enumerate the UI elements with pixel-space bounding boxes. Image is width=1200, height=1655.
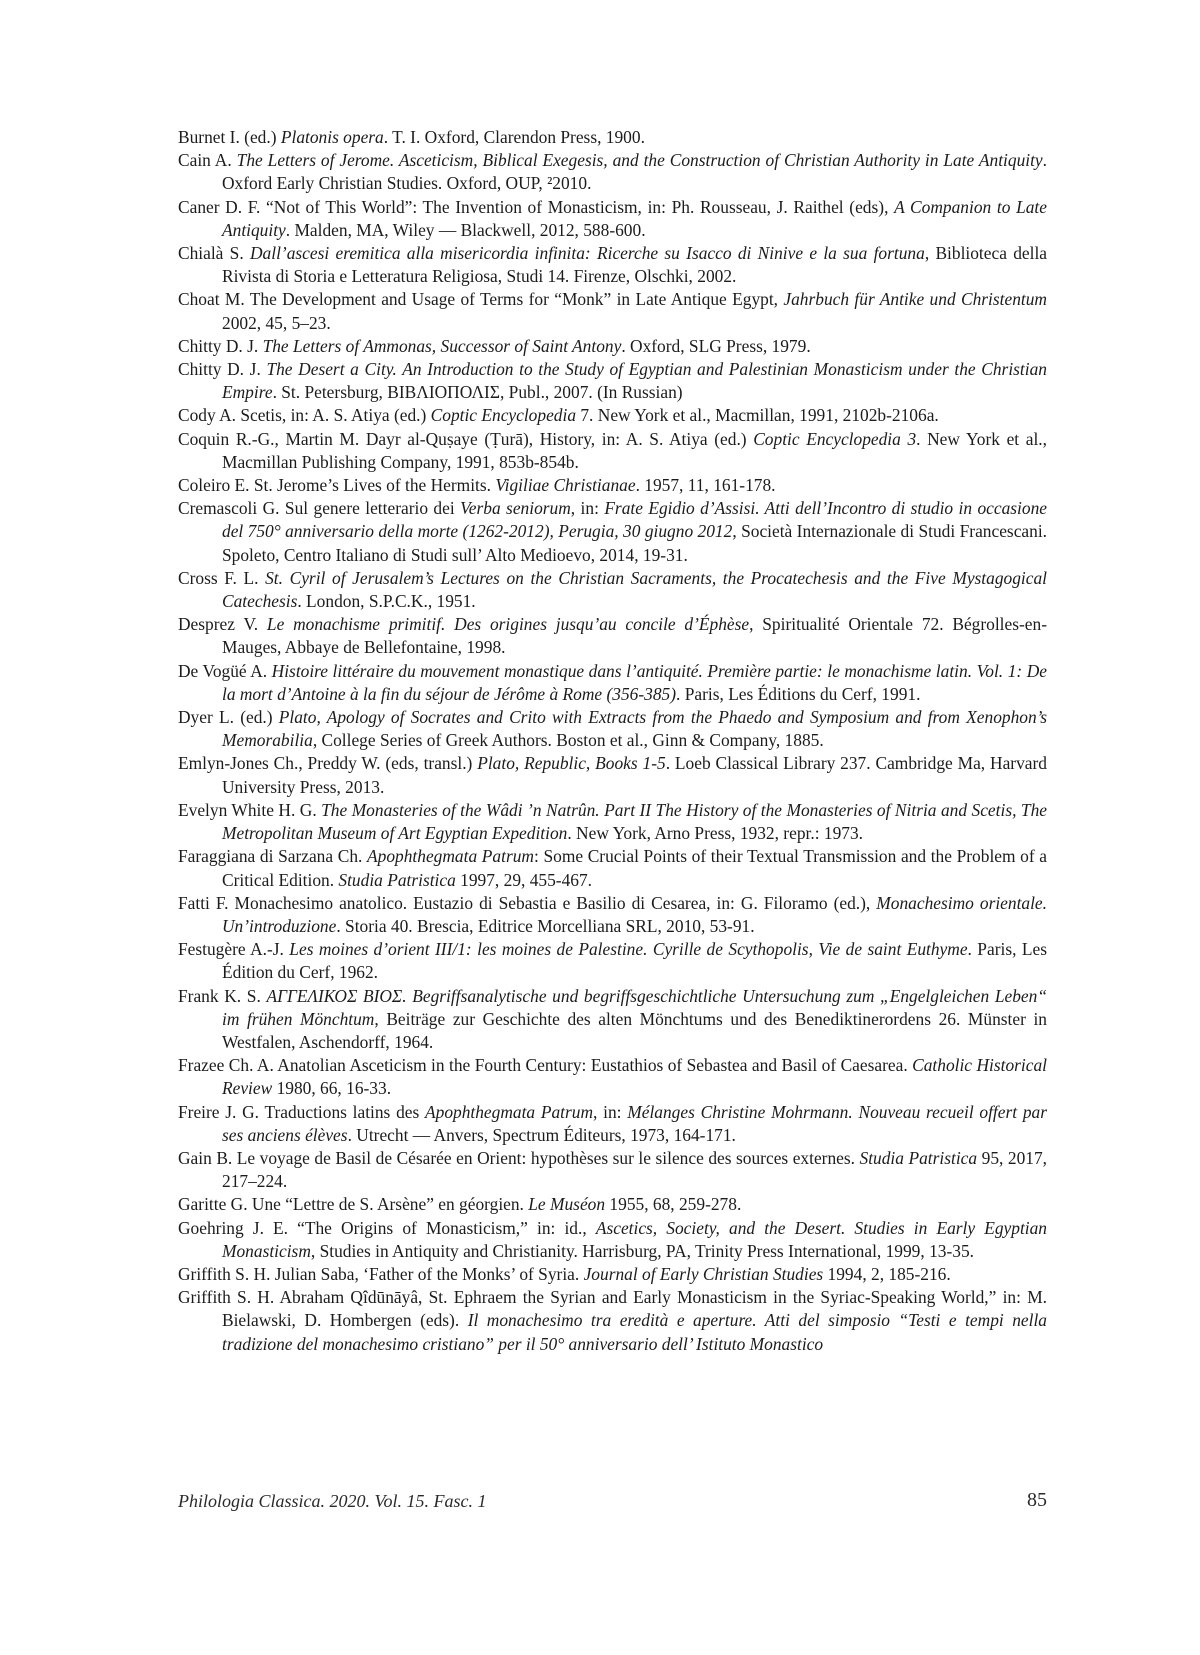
reference-entry <box>178 567 1047 613</box>
reference-segment: . Paris, Les Édition du Cerf, 1962. <box>222 939 1047 983</box>
reference-entry <box>178 1101 1047 1147</box>
reference-segment: Desprez V. <box>178 614 267 635</box>
reference-entry <box>178 752 1047 798</box>
reference-segment: Griffith S. H. Abraham Qîdūnāyâ, St. Ephraem the Syrian and Early Monasticism in the Syriac-Speaking World,” in: M. Bielawski, D. Hombergen (eds). <box>178 1287 1047 1331</box>
footer-journal-title: Philologia Classica. 2020. Vol. 15. Fasc. 1 <box>178 1491 487 1511</box>
reference-italic-segment: Vigiliae Christianae <box>495 475 636 496</box>
reference-italic-segment: A Companion to Late Antiquity <box>222 196 1047 240</box>
reference-italic-segment: Catholic Historical Review <box>222 1055 1047 1099</box>
reference-entry <box>178 358 1047 404</box>
reference-italic-segment: Ascetics, Society, and the Desert. Studies in Early Egyptian Monasticism <box>222 1217 1047 1261</box>
reference-segment: , Biblioteca della Rivista di Storia e Letteratura Religiosa, Studi 14. Firenze, Olschki, 2002. <box>222 243 1047 287</box>
reference-italic-segment: The Desert a City. An Introduction to the Study of Egyptian and Palestinian Monasticism under the Christian Empire <box>222 359 1047 403</box>
reference-italic-segment: The Monasteries of the Wâdi ’n Natrûn. Part II The History of the Monasteries of Nitria and Scetis, The Metropolitan Museum of Art Egyptian Expedition <box>222 799 1047 844</box>
reference-italic-segment: Coptic Encyclopedia 3 <box>753 428 917 449</box>
reference-entry <box>178 196 1047 242</box>
reference-entry <box>178 149 1047 195</box>
reference-italic-segment: Le monachisme primitif. Des origines jusqu’au concile d’Éphèse <box>266 614 750 635</box>
reference-italic-segment: ΑΓΓΕΛΙΚΟΣ ΒΙΟΣ. Begriffsanalytische und begriffsgeschichtliche Untersuchung zum „Engelgleichen Leben“ im frühen Mönchtum <box>222 985 1047 1029</box>
reference-italic-segment: Verba seniorum <box>460 498 571 519</box>
reference-segment: , Spiritualité Orientale 72. Bégrolles-en-Mauges, Abbaye de Bellefontaine, 1998. <box>222 614 1047 658</box>
reference-segment: . Oxford Early Christian Studies. Oxford, OUP, ²2010. <box>222 150 1048 194</box>
reference-italic-segment: Coptic Encyclopedia <box>430 405 577 426</box>
reference-segment: , in: <box>593 1101 628 1122</box>
reference-segment: 7. New York et al., Macmillan, 1991, 2102b-2106a. <box>576 405 939 426</box>
reference-segment: Griffith S. H. Julian Saba, ‘Father of the Monks’ of Syria. <box>178 1263 584 1284</box>
reference-italic-segment: Jahrbuch für Antike und Christentum <box>783 289 1047 310</box>
reference-italic-segment: The Letters of Jerome. Asceticism, Biblical Exegesis, and the Construction of Christian Authority in Late Antiquity <box>236 150 1043 171</box>
reference-entry <box>178 474 1047 497</box>
reference-entry <box>178 845 1047 891</box>
reference-italic-segment: Apophthegmata Patrum <box>367 846 534 867</box>
reference-italic-segment: Plato, Apology of Socrates and Crito with Extracts from the Phaedo and Symposium and from Xenophon’s Memorabilia <box>222 707 1047 751</box>
reference-segment: De Vogüé A. <box>178 660 272 681</box>
reference-segment: Choat M. The Development and Usage of Terms for “Monk” in Late Antique Egypt, <box>178 289 784 310</box>
reference-italic-segment: Platonis opera <box>280 127 384 147</box>
reference-entry <box>178 1147 1047 1193</box>
reference-entry <box>178 799 1047 845</box>
reference-list <box>178 126 1047 1356</box>
reference-segment: 1997, 29, 455-467. <box>455 869 593 890</box>
reference-segment: . St. Petersburg, ΒΙΒΛΙΟΠΟΛΙΣ, Publ., 2007. (In Russian) <box>272 382 683 403</box>
reference-italic-segment: Apophthegmata Patrum <box>425 1101 594 1122</box>
reference-entry <box>178 660 1047 706</box>
reference-segment: Dyer L. (ed.) <box>178 707 279 728</box>
reference-segment: 2002, 45, 5–23. <box>222 312 331 333</box>
reference-italic-segment: Le Muséon <box>528 1194 606 1215</box>
reference-entry <box>178 706 1047 752</box>
page-number: 85 <box>1027 1489 1047 1511</box>
reference-segment: 95, 2017, 217–224. <box>222 1147 1048 1192</box>
reference-entry <box>178 1217 1047 1263</box>
reference-entry <box>178 242 1047 288</box>
reference-segment: . London, S.P.C.K., 1951. <box>297 591 476 612</box>
reference-entry <box>178 126 1047 149</box>
reference-segment: . Oxford, SLG Press, 1979. <box>621 335 811 356</box>
reference-entry <box>178 938 1047 984</box>
reference-segment: , Società Internazionale di Studi Francescani. Spoleto, Centro Italiano di Studi sull’ Alto Medioevo, 2014, 19-31. <box>222 521 1048 565</box>
reference-segment: Burnet I. (ed.) <box>178 127 281 147</box>
reference-segment: . Storia 40. Brescia, Editrice Morcelliana SRL, 2010, 53-91. <box>336 915 755 936</box>
reference-italic-segment: Monachesimo orientale. Un’introduzione <box>222 892 1048 936</box>
reference-segment: Coquin R.-G., Martin M. Dayr al-Quṣaye (Ṭurā), History, in: A. S. Atiya (ed.) <box>178 428 754 449</box>
reference-segment: , Beiträge zur Geschichte des alten Mönchtums und des Benediktinerordens 26. Münster in Westfalen, Aschendorff, 1964. <box>222 1008 1047 1052</box>
reference-italic-segment: Il monachesimo tra eredità e aperture. Atti del simposio “Testi e tempi nella tradizione del monachesimo cristiano” per il 50° anniversario dell’ Istituto Monastico <box>222 1310 1047 1354</box>
reference-segment: Cremascoli G. Sul genere letterario dei <box>178 498 461 519</box>
reference-segment: . Malden, MA, Wiley — Blackwell, 2012, 588-600. <box>285 219 646 240</box>
reference-segment: . Paris, Les Éditions du Cerf, 1991. <box>676 683 921 704</box>
reference-segment: . T. I. Oxford, Clarendon Press, 1900. <box>383 127 645 147</box>
reference-italic-segment: Mélanges Christine Mohrmann. Nouveau recueil offert par ses anciens élèves <box>222 1101 1047 1145</box>
reference-italic-segment: Journal of Early Christian Studies <box>583 1263 824 1284</box>
reference-italic-segment: Histoire littéraire du mouvement monastique dans l’antiquité. Première partie: le monachisme latin. Vol. 1: De la mort d’Antoine à la fin du séjour de Jérôme à Rome (356-385) <box>222 660 1047 704</box>
reference-segment: Faraggiana di Sarzana Ch. <box>178 846 368 867</box>
reference-segment: Frank K. S. <box>178 985 267 1006</box>
reference-entry <box>178 497 1047 567</box>
reference-segment: . Loeb Classical Library 237. Cambridge Ma, Harvard University Press, 2013. <box>222 753 1047 797</box>
reference-segment: Coleiro E. St. Jerome’s Lives of the Hermits. <box>178 475 496 496</box>
reference-entry <box>178 428 1047 474</box>
reference-italic-segment: Dall’ascesi eremitica alla misericordia infinita: Ricerche su Isacco di Ninive e la sua fortuna <box>250 243 925 264</box>
reference-entry <box>178 613 1047 659</box>
reference-entry <box>178 1263 1047 1286</box>
reference-segment: Emlyn-Jones Ch., Preddy W. (eds, transl.) <box>178 753 478 774</box>
reference-italic-segment: Plato, Republic, Books 1-5 <box>477 753 666 774</box>
reference-segment: , Studies in Antiquity and Christianity. Harrisburg, PA, Trinity Press International, 1999, 13-35. <box>310 1240 974 1261</box>
reference-segment: 1980, 66, 16-33. <box>272 1078 392 1099</box>
reference-italic-segment: Studia Patristica <box>859 1147 978 1168</box>
reference-segment: Chialà S. <box>178 243 250 264</box>
reference-segment: Caner D. F. “Not of This World”: The Invention of Monasticism, in: Ph. Rousseau, J. Raithel (eds), <box>178 196 895 217</box>
reference-segment: Cody A. Scetis, in: A. S. Atiya (ed.) <box>178 405 431 426</box>
reference-segment: . Utrecht — Anvers, Spectrum Éditeurs, 1973, 164-171. <box>347 1124 736 1145</box>
reference-italic-segment: Studia Patristica <box>338 869 456 890</box>
reference-segment: Chitty D. J. <box>178 359 267 380</box>
reference-entry <box>178 892 1047 938</box>
reference-segment: Gain B. Le voyage de Basil de Césarée en Orient: hypothèses sur le silence des sources externes. <box>178 1147 860 1168</box>
reference-segment: Cross F. L. <box>178 567 266 588</box>
reference-segment: , College Series of Greek Authors. Boston et al., Ginn & Company, 1885. <box>312 730 824 751</box>
reference-entry <box>178 985 1047 1055</box>
reference-entry <box>178 1054 1047 1100</box>
reference-entry <box>178 1286 1047 1356</box>
reference-segment: 1955, 68, 259-278. <box>605 1194 742 1215</box>
reference-italic-segment: Les moines d’orient III/1: les moines de Palestine. Cyrille de Scythopolis, Vie de saint Euthyme <box>289 939 968 960</box>
reference-segment: Chitty D. J. <box>178 335 263 356</box>
reference-segment: Cain A. <box>178 150 237 171</box>
reference-entry <box>178 335 1047 358</box>
reference-entry <box>178 404 1047 427</box>
reference-entry <box>178 288 1047 334</box>
reference-segment: , in: <box>570 498 605 519</box>
reference-segment: Garitte G. Une “Lettre de S. Arsène” en géorgien. <box>178 1194 529 1215</box>
reference-segment: Evelyn White H. G. <box>178 799 322 820</box>
reference-segment: Fatti F. Monachesimo anatolico. Eustazio di Sebastia e Basilio di Cesarea, in: G. Filoramo (ed.), <box>178 892 877 913</box>
reference-segment: . 1957, 11, 161-178. <box>635 475 776 496</box>
reference-entry <box>178 1193 1047 1216</box>
reference-italic-segment: The Letters of Ammonas, Successor of Saint Antony <box>262 335 622 356</box>
reference-segment: Festugère A.-J. <box>178 939 290 960</box>
reference-segment: Frazee Ch. A. Anatolian Asceticism in the Fourth Century: Eustathios of Sebastea and Basil of Caesarea. <box>178 1055 913 1076</box>
reference-segment: : Some Crucial Points of their Textual Transmission and the Problem of a Critical Edition. <box>222 846 1048 890</box>
reference-segment: . New York, Arno Press, 1932, repr.: 1973. <box>567 823 863 844</box>
reference-segment: Goehring J. E. “The Origins of Monasticism,” in: id., <box>178 1217 596 1238</box>
reference-italic-segment: Frate Egidio d’Assisi. Atti dell’Incontro di studio in occasione del 750° anniversario della morte (1262-2012), Perugia, 30 giugno 2012 <box>222 498 1047 542</box>
reference-segment: Freire J. G. Traductions latins des <box>178 1101 425 1122</box>
reference-segment: 1994, 2, 185-216. <box>823 1263 951 1284</box>
reference-italic-segment: St. Cyril of Jerusalem’s Lectures on the Christian Sacraments, the Procatechesis and the Five Mystagogical Catechesis <box>222 567 1047 612</box>
reference-segment: . New York et al., Macmillan Publishing Company, 1991, 853b-854b. <box>222 428 1047 472</box>
